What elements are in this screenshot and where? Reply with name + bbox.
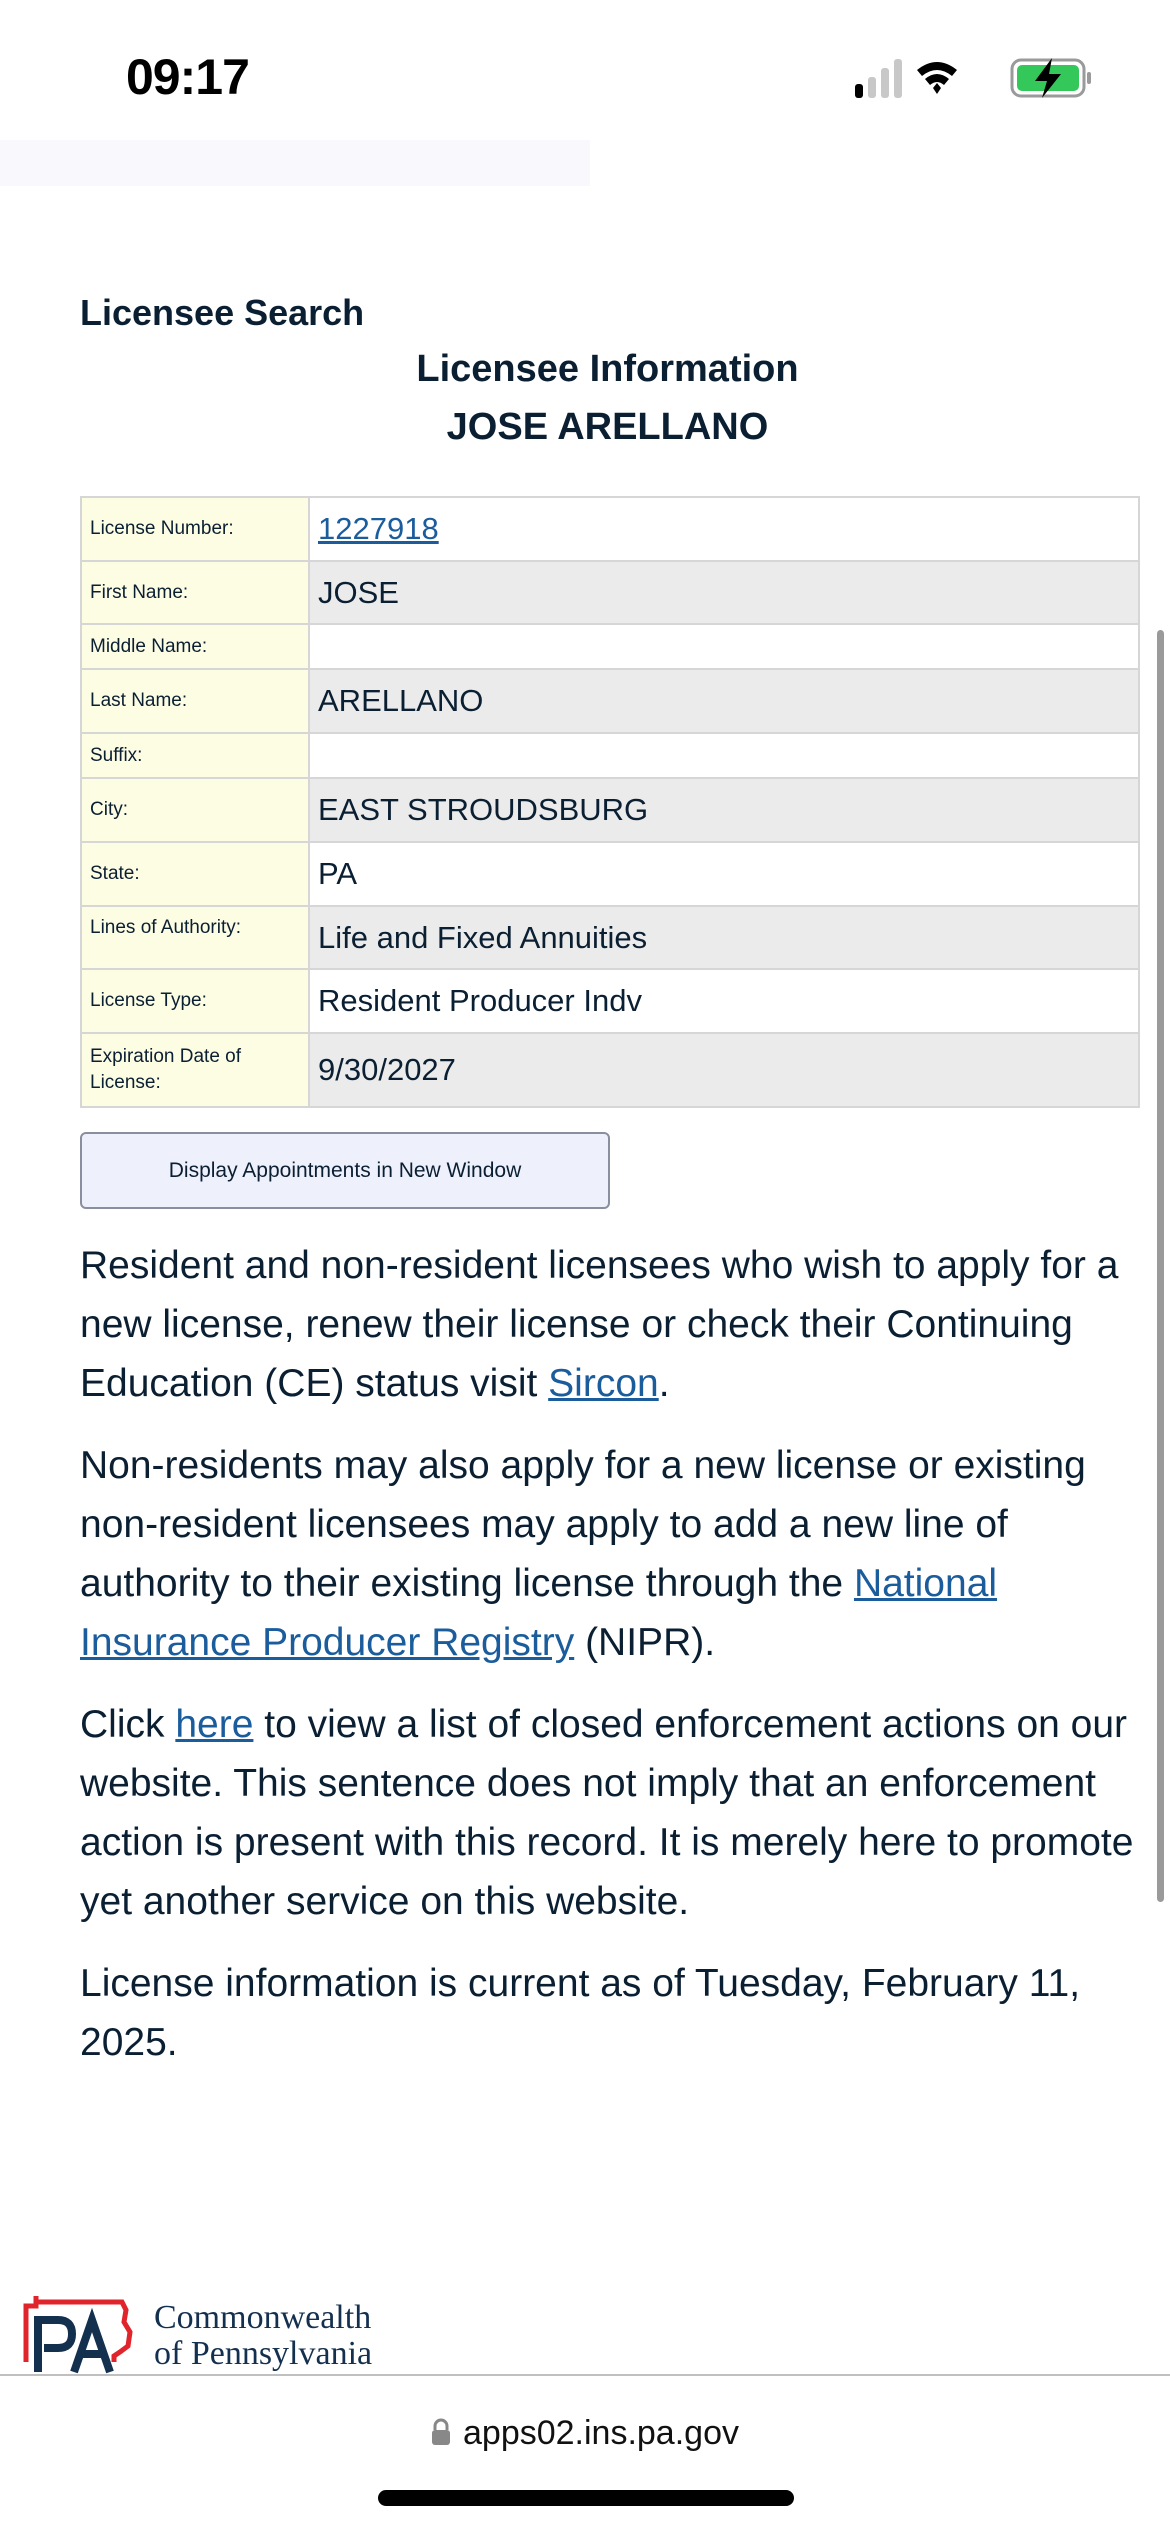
label-middle-name: Middle Name: xyxy=(81,624,309,669)
paragraph-current-as-of: License information is current as of Tuesday, February 11, 2025. xyxy=(80,1962,1081,2064)
scrollbar[interactable] xyxy=(1157,630,1164,1902)
paragraph-text: Resident and non-resident licensees who wish to apply for a new license, renew their license or check their Continuing Education (CE) status visit xyxy=(80,1244,1119,1405)
label-lines-of-authority: Lines of Authority: xyxy=(81,906,309,969)
value-expiration-date: 9/30/2027 xyxy=(309,1033,1139,1107)
display-appointments-button[interactable]: Display Appointments in New Window xyxy=(80,1132,610,1209)
logo-text xyxy=(154,2300,372,2372)
wifi-icon xyxy=(917,62,957,94)
status-icons xyxy=(855,56,1095,100)
enforcement-here-link[interactable]: here xyxy=(175,1703,254,1746)
status-time: 09:17 xyxy=(126,49,249,105)
lock-icon xyxy=(431,2418,451,2446)
paragraph-text: Click xyxy=(80,1703,176,1746)
paragraph-text: Non-residents may also apply for a new license or existing non-resident licensees may apply to add a new line of authority to their existing license through the xyxy=(80,1444,1086,1605)
label-city: City: xyxy=(81,778,309,842)
label-license-type: License Type: xyxy=(81,969,309,1033)
logo-text-line-2: of Pennsylvania xyxy=(154,2335,373,2372)
value-lines-of-authority: Life and Fixed Annuities xyxy=(309,906,1139,969)
pa-state-outline-icon xyxy=(22,2292,152,2374)
license-number-link[interactable]: 1227918 xyxy=(318,511,439,546)
paragraph-sircon xyxy=(80,1236,1145,1413)
url-text: apps02.ins.pa.gov xyxy=(463,2414,739,2452)
url-display[interactable] xyxy=(0,2414,1170,2453)
label-first-name: First Name: xyxy=(81,561,309,624)
value-middle-name xyxy=(309,624,1139,669)
licensee-name: JOSE ARELLANO xyxy=(446,406,769,448)
browser-address-bar xyxy=(0,2374,1170,2532)
battery-charging-icon xyxy=(1012,58,1091,98)
breadcrumb-licensee-search[interactable]: Licensee Search xyxy=(80,292,365,333)
logo-text-line-1: Commonwealth xyxy=(154,2299,372,2336)
pa-logo[interactable] xyxy=(22,2292,422,2374)
value-suffix xyxy=(309,733,1139,778)
label-license-number: License Number: xyxy=(81,497,309,561)
licensee-table xyxy=(80,496,1140,1108)
paragraph-enforcement xyxy=(80,1695,1145,1931)
label-state: State: xyxy=(81,842,309,906)
paragraph-text: to view a list of closed enforcement actions on our website. This sentence does not imply that an enforcement action is present with this record. It is merely here to promote yet another service on this website. xyxy=(80,1703,1134,1923)
paragraph-nipr xyxy=(80,1436,1145,1672)
paragraph-text: (NIPR). xyxy=(574,1621,716,1664)
signal-icon xyxy=(855,59,902,98)
value-city: EAST STROUDSBURG xyxy=(309,778,1139,842)
label-last-name: Last Name: xyxy=(81,669,309,733)
page-title: Licensee Information xyxy=(416,348,799,390)
info-paragraphs xyxy=(80,1236,1145,2095)
value-last-name: ARELLANO xyxy=(309,669,1139,733)
value-first-name: JOSE xyxy=(309,561,1139,624)
header-band xyxy=(0,140,590,186)
paragraph-text: . xyxy=(658,1362,670,1405)
sircon-link[interactable]: Sircon xyxy=(548,1362,659,1405)
label-suffix: Suffix: xyxy=(81,733,309,778)
value-license-type: Resident Producer Indv xyxy=(309,969,1139,1033)
label-expiration-date: Expiration Date of License: xyxy=(81,1033,309,1107)
nipr-link[interactable]: National Insurance Producer Registry xyxy=(80,1562,998,1664)
home-indicator xyxy=(378,2490,794,2506)
value-state: PA xyxy=(309,842,1139,906)
